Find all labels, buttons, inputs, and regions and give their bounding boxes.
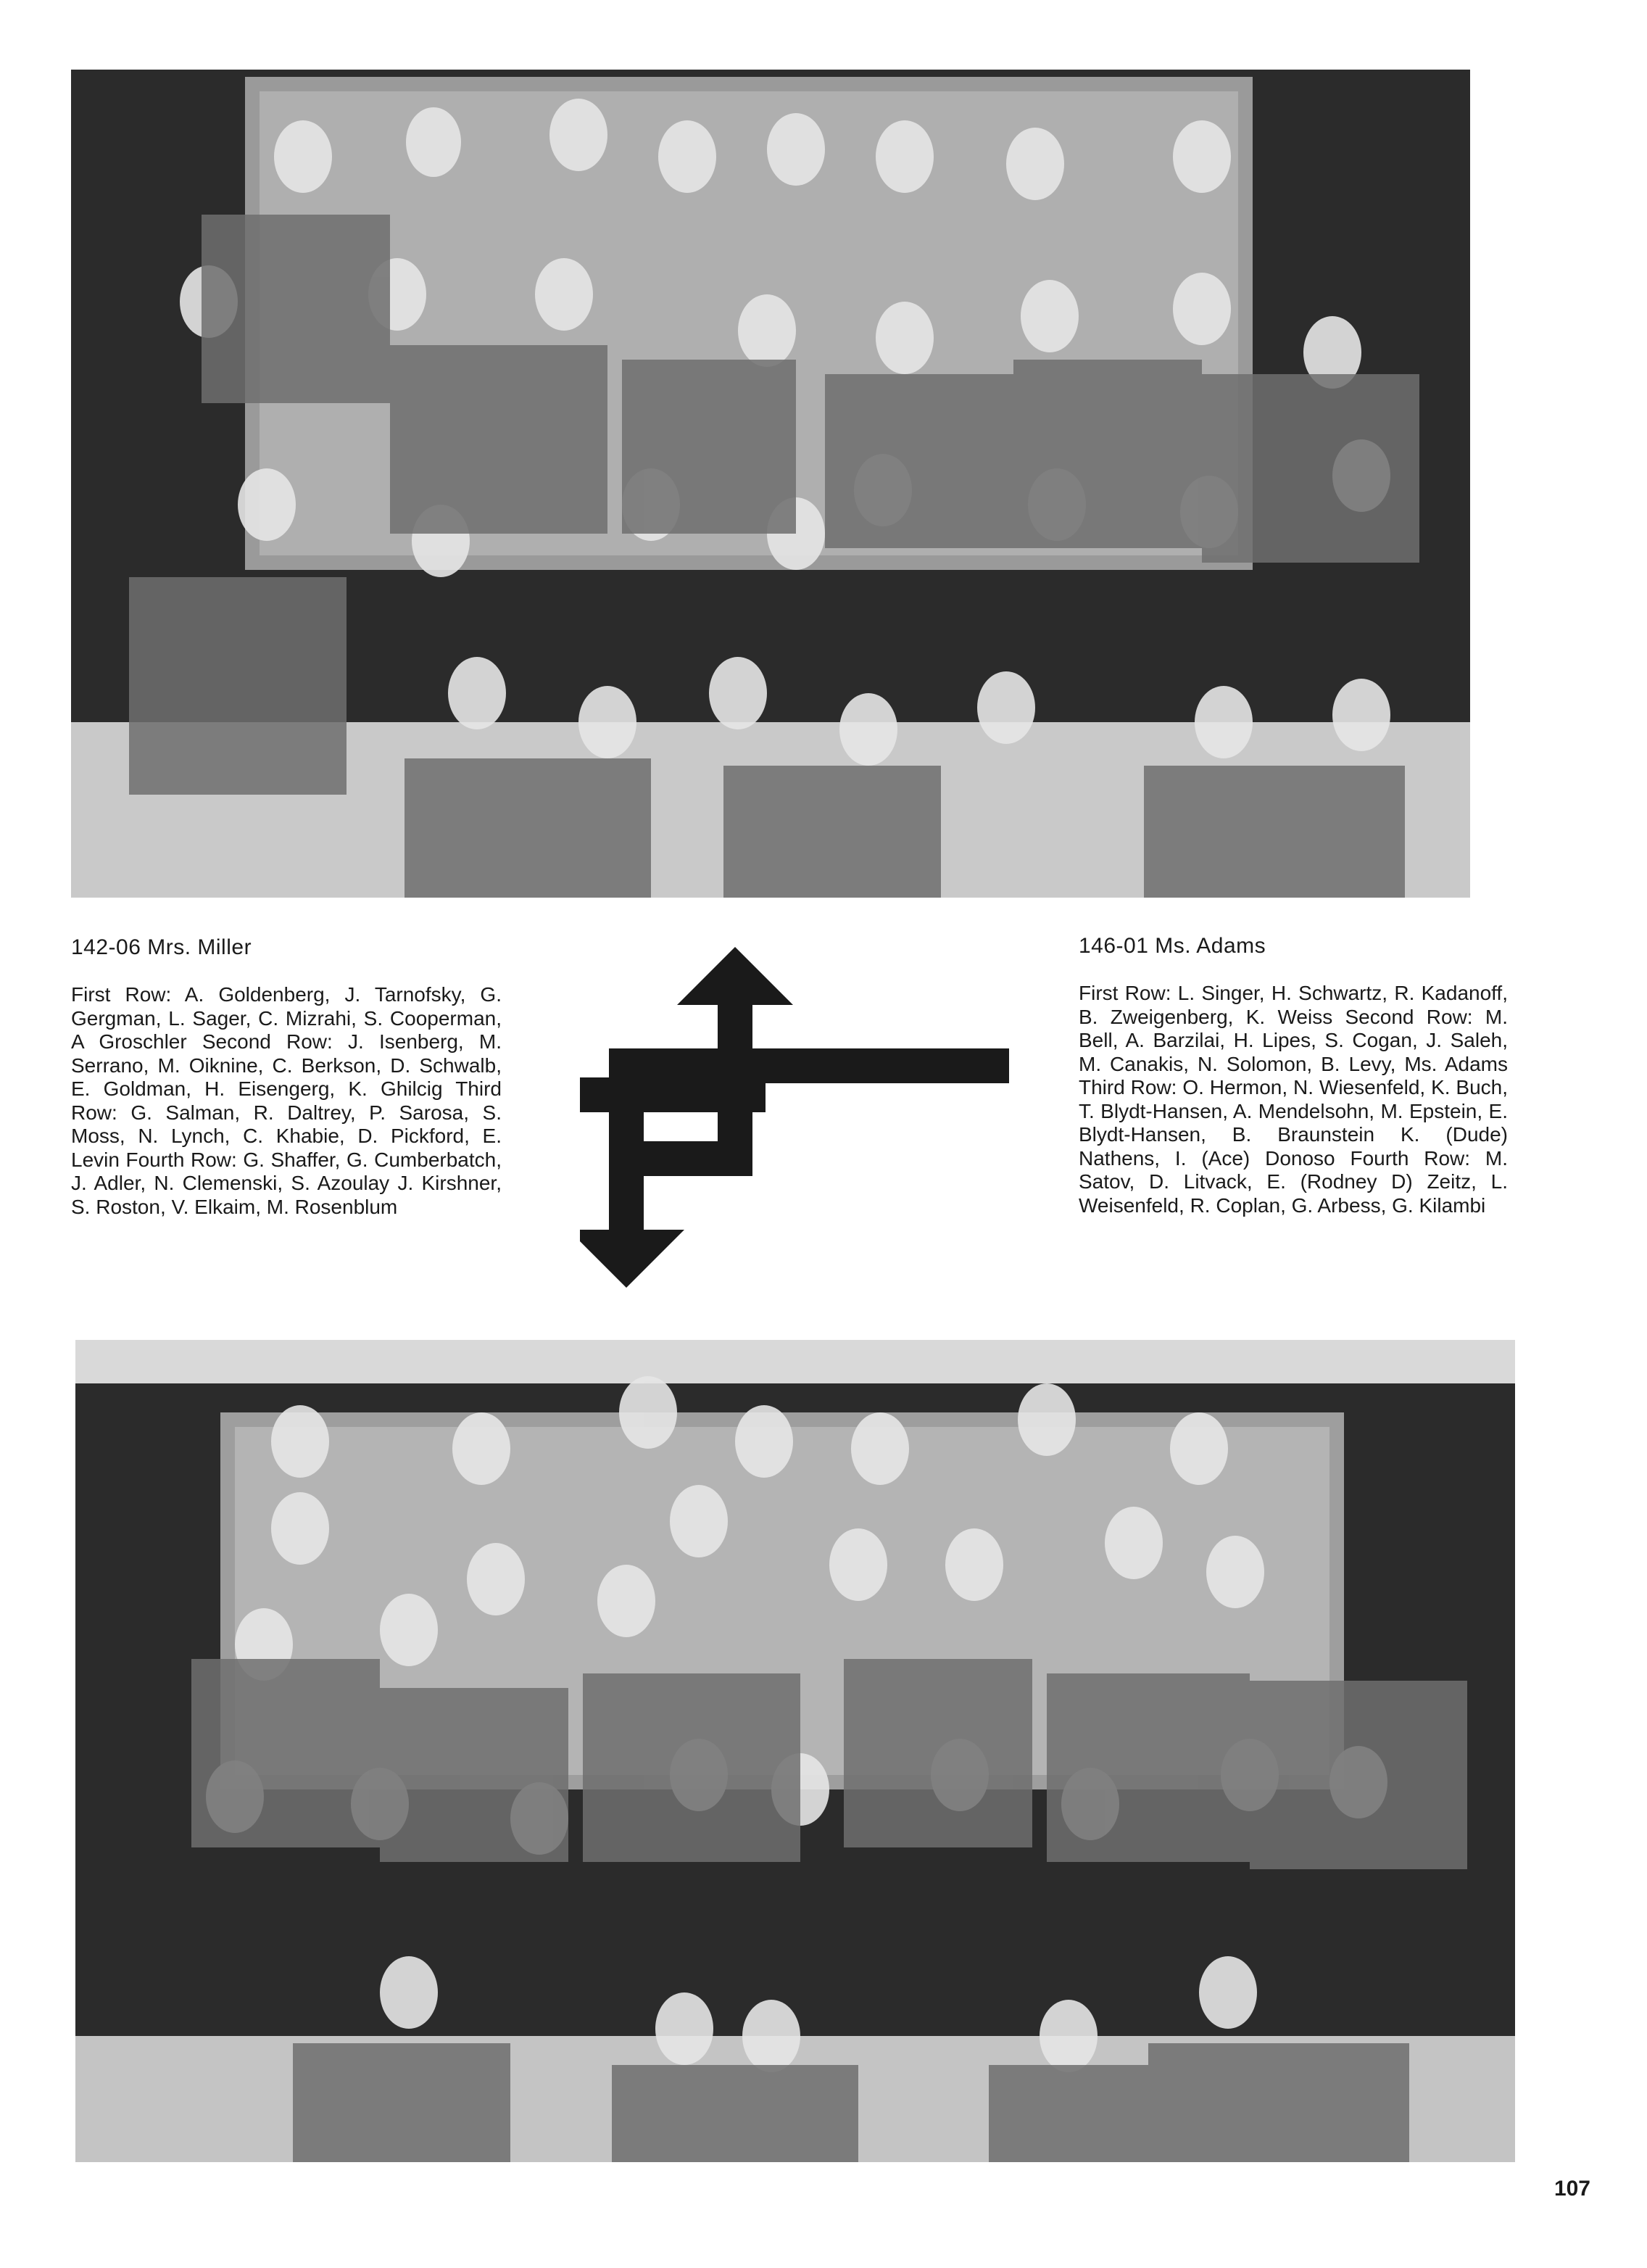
- page-number: 107: [1553, 2177, 1590, 2201]
- class-roster-right: First Row: L. Singer, H. Schwartz, R. Kadanoff, B. Zweigenberg, K. Weiss Second Row: M. Bell, A. Barzilai, H. Lipes, S. Cogan, J. Saleh, M. Canakis, N. Solomon, B. Levy, Ms. Adams Third Row: O. Hermon, N. Wiesenfeld, K. Buch, T. Blydt-Hansen, A. Mendelsohn, M. Epstein, E. Blydt-Hansen, B. Braunstein K. (Dude) Nathens, I. (Ace) Donoso Fourth Row: M. Satov, D. Litvack, E. (Rodney D) Zeitz, L. Weisenfeld, R. Coplan, G. Arbess, G. Kilambi: [1079, 982, 1508, 1217]
- class-title-right: 146-01 Ms. Adams: [1079, 934, 1266, 958]
- class-title-left: 142-06 Mrs. Miller: [71, 935, 252, 959]
- class-photo-top: [71, 70, 1470, 898]
- class-photo-bottom-image: [75, 1340, 1515, 2162]
- class-photo-bottom: [75, 1340, 1515, 2162]
- class-roster-left: First Row: A. Goldenberg, J. Tarnofsky, G. Gergman, L. Sager, C. Mizrahi, S. Cooperman, A Groschler Second Row: J. Isenberg, M. Serrano, M. Oiknine, C. Berkson, D. Schwalb, E. Goldman, H. Eisengerg, K. Ghilcig Third Row: G. Salman, R. Daltrey, P. Sarosa, S. Moss, N. Lynch, C. Khabie, D. Pickford, E. Levin Fourth Row: G. Shaffer, G. Cumberbatch, J. Adler, N. Clemenski, S. Azoulay J. Kirshner, S. Roston, V. Elkaim, M. Rosenblum: [71, 983, 502, 1218]
- double-arrow-emblem-icon: [580, 947, 1012, 1288]
- class-photo-top-image: [71, 70, 1470, 898]
